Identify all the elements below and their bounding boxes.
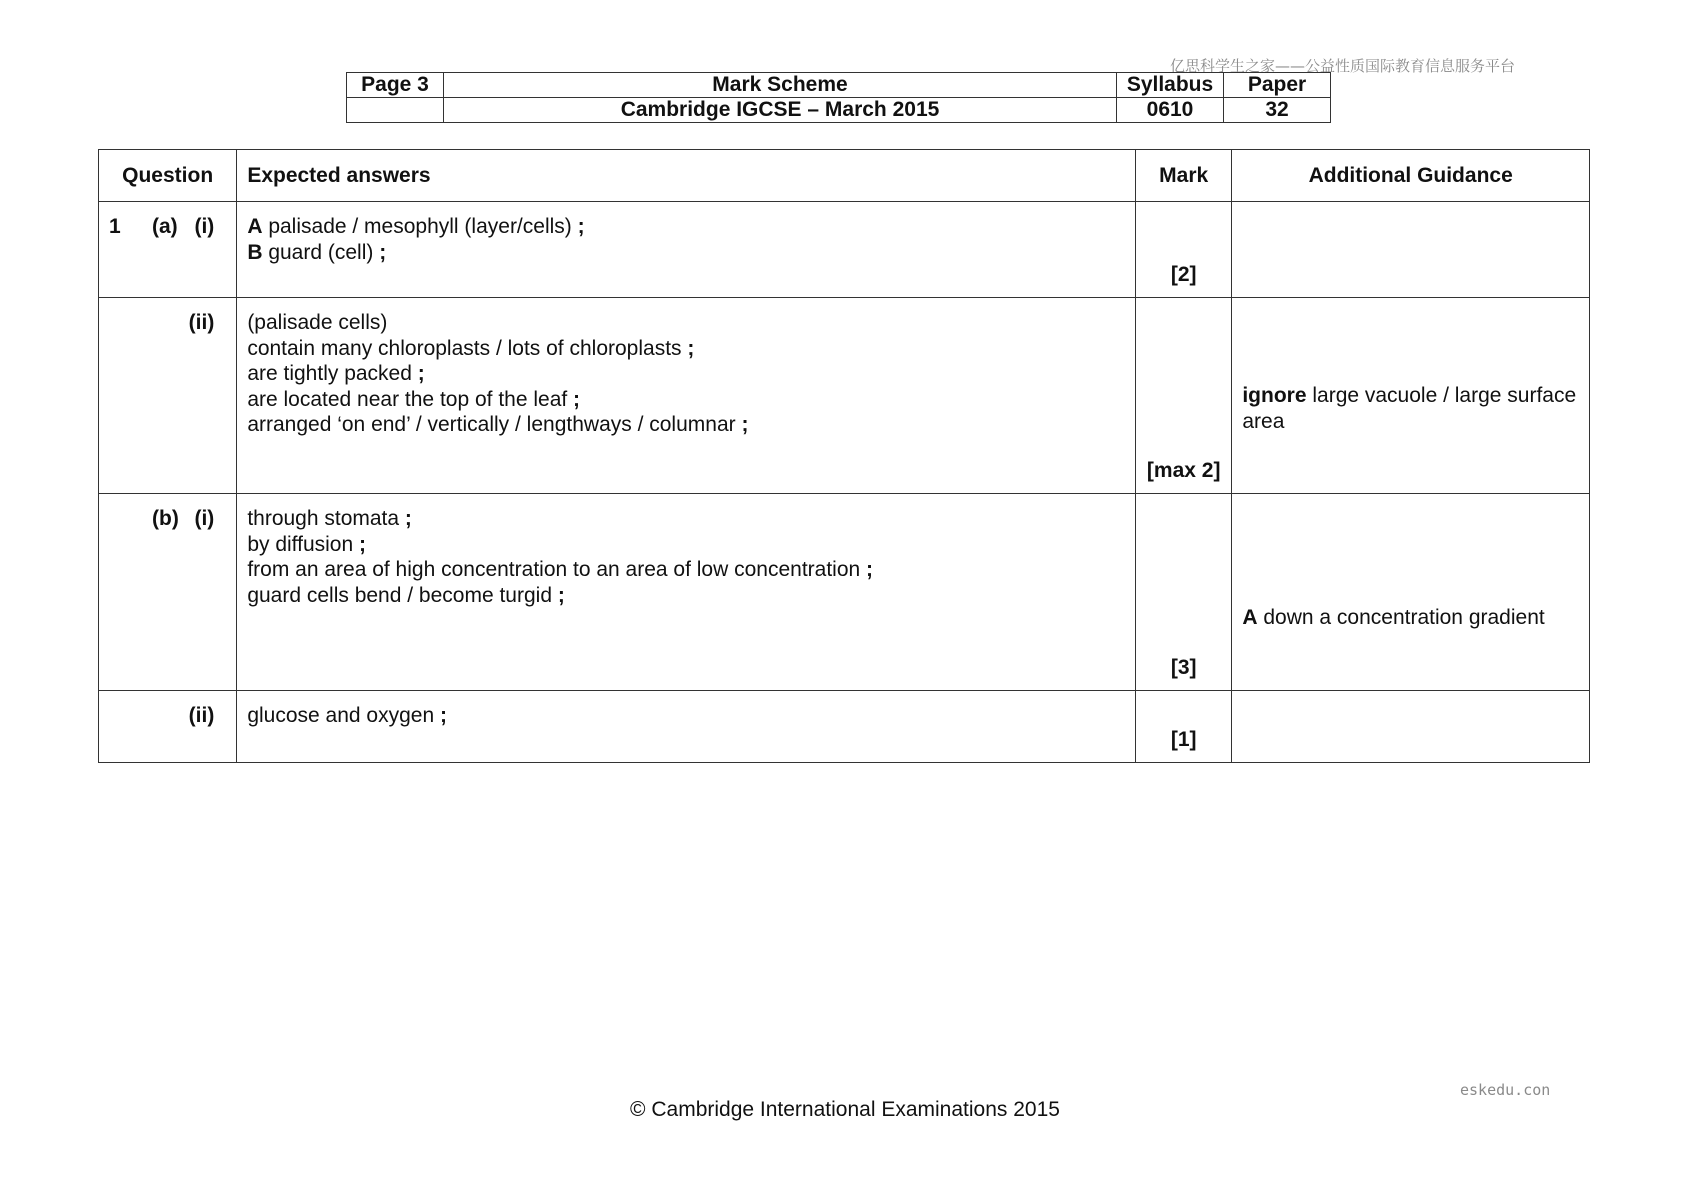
guidance-cell [1232,691,1590,763]
question-number: 1 [109,215,121,238]
answer-line: A palisade / mesophyll (layer/cells) ; [247,215,585,238]
syllabus-label: Syllabus [1117,73,1224,98]
paper-label: Paper [1224,73,1331,98]
question-part: (b) [152,507,179,530]
question-cell [99,202,237,298]
answer-line: by diffusion ; [247,532,366,556]
watermark-top: 亿思科学生之家——公益性质国际教育信息服务平台 [1170,57,1516,75]
answer-line: glucose and oxygen ; [247,704,447,727]
mark-cell: [2] [1136,202,1232,298]
header-table [346,72,1331,123]
document-title: Mark Scheme [444,73,1117,98]
answer-line: are tightly packed ; [247,362,425,385]
column-header-question: Question [99,150,237,202]
answer-line: contain many chloroplasts / lots of chloroplasts ; [247,336,695,360]
answer-line: guard cells bend / become turgid ; [247,583,565,607]
document-subtitle: Cambridge IGCSE – March 2015 [444,98,1117,123]
guidance-cell: A down a concentration gradient [1232,494,1590,691]
answer-line: through stomata ; [247,507,412,530]
mark-cell: [1] [1136,691,1232,763]
answer-cell [237,202,1136,298]
question-part: (a) [152,215,178,238]
table-row [99,298,1590,494]
table-header-row [99,150,1590,202]
answer-line: (palisade cells) [247,311,388,334]
answer-line: from an area of high concentration to an area of low concentration ; [247,558,874,581]
question-subpart: (ii) [188,311,215,334]
question-subpart: (i) [194,215,215,238]
table-row [99,691,1590,763]
question-subpart: (ii) [188,704,215,727]
question-cell [99,691,237,763]
answer-line: are located near the top of the leaf ; [247,387,581,411]
guidance-cell [1232,202,1590,298]
table-row [99,494,1590,691]
table-row [99,202,1590,298]
question-cell [99,298,237,494]
page-label: Page 3 [347,73,444,98]
watermark-bottom: eskedu.con [1460,1081,1551,1099]
empty-cell [347,98,444,123]
column-header-answers: Expected answers [237,150,1136,202]
question-subpart: (i) [194,507,215,530]
answer-cell [237,298,1136,494]
mark-scheme-table [98,149,1590,763]
question-cell [99,494,237,691]
answer-line: arranged ‘on end’ / vertically / lengthways / columnar ; [247,413,749,436]
syllabus-value: 0610 [1117,98,1224,123]
guidance-cell: ignore large vacuole / large surface area [1232,298,1590,494]
paper-value: 32 [1224,98,1331,123]
mark-cell: [max 2] [1136,298,1232,494]
answer-cell [237,494,1136,691]
column-header-mark: Mark [1136,150,1232,202]
mark-cell: [3] [1136,494,1232,691]
copyright-footer: © Cambridge International Examinations 2015 [630,1098,1060,1121]
answer-line: B guard (cell) ; [247,240,387,264]
column-header-guidance: Additional Guidance [1232,150,1590,202]
answer-cell [237,691,1136,763]
